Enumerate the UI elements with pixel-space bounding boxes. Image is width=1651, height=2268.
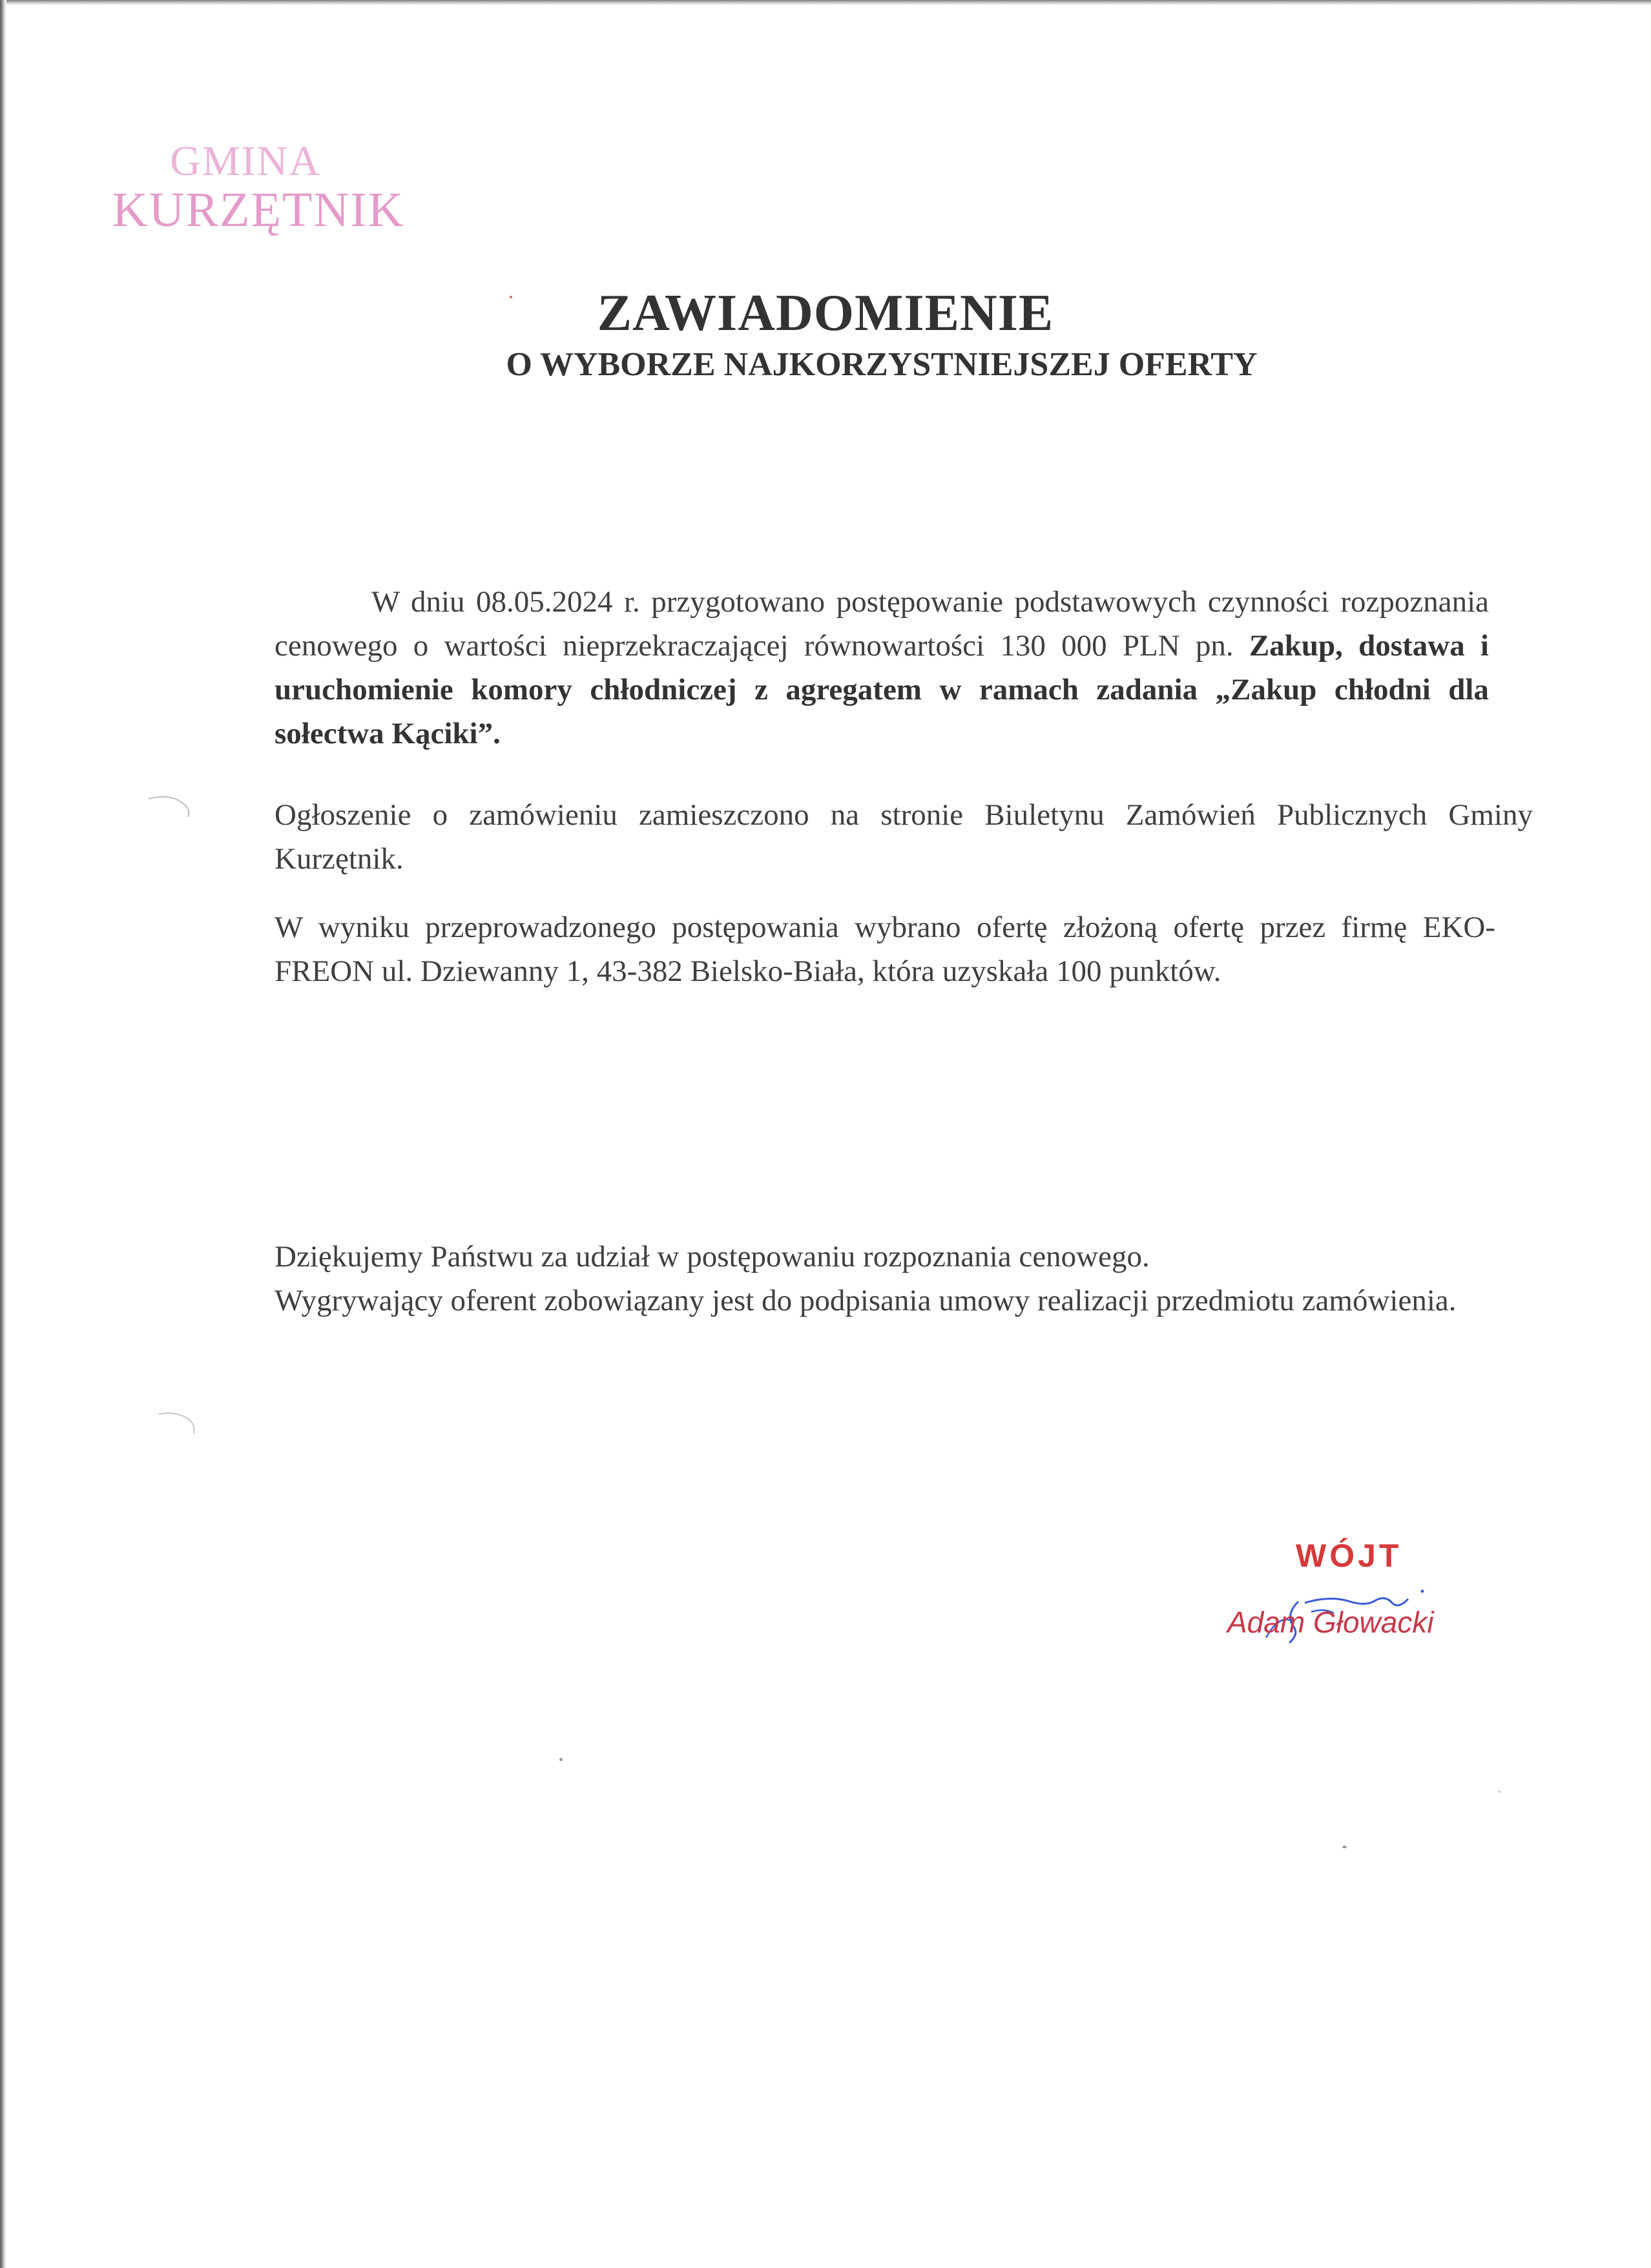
paragraph-announcement: Ogłoszenie o zamówieniu zamieszczono na stronie Biuletynu Zamówień Publicznych Gminy Kurzętnik. bbox=[275, 798, 1533, 876]
signature-name: Adam Głowacki bbox=[1227, 1605, 1434, 1639]
paragraph-procedure bbox=[275, 580, 1489, 756]
gmina-stamp bbox=[110, 139, 407, 236]
scan-mark-curve-2 bbox=[155, 1408, 200, 1440]
gmina-stamp-line2: KURZĘTNIK bbox=[112, 183, 405, 237]
scan-speck-3 bbox=[510, 296, 512, 298]
closing-obligation: Wygrywający oferent zobowiązany jest do podpisania umowy realizacji przedmiotu zamówienia. bbox=[275, 1284, 1457, 1317]
scan-speck-1 bbox=[559, 1758, 563, 1761]
document-title: ZAWIADOMIENIE bbox=[597, 285, 1054, 342]
paragraph-procedure-text: W dniu 08.05.2024 r. przygotowano postępowanie podstawowych czynności rozpoznania cenowego o wartości nieprzekraczającej równowartości 130 000 PLN pn. bbox=[275, 585, 1489, 663]
scan-speck-2 bbox=[1342, 1846, 1347, 1848]
document-subtitle: O WYBORZE NAJKORZYSTNIEJSZEJ OFERTY bbox=[506, 346, 1258, 383]
paragraph-procedure-subject: Zakup, dostawa i uruchomienie komory chłodniczej z agregatem w ramach zadania „Zakup chłodni dla sołectwa Kąciki”. bbox=[275, 629, 1489, 750]
paragraph-closing bbox=[275, 1235, 1495, 1323]
scan-edge-top bbox=[0, 0, 1651, 5]
paragraph-result: W wyniku przeprowadzonego postępowania wybrano ofertę złożoną ofertę przez firmę EKO-FREON ul. Dziewanny 1, 43-382 Bielsko-Biała, która uzyskała 100 punktów. bbox=[275, 911, 1495, 988]
gmina-stamp-line1: GMINA bbox=[170, 138, 321, 185]
signature-block bbox=[1214, 1537, 1499, 1666]
closing-thanks: Dziękujemy Państwu za udział w postępowaniu rozpoznania cenowego. bbox=[275, 1240, 1150, 1273]
signature-role: WÓJT bbox=[1296, 1538, 1402, 1574]
scan-speck-4 bbox=[1499, 1791, 1500, 1793]
scan-mark-curve-1 bbox=[145, 791, 197, 823]
